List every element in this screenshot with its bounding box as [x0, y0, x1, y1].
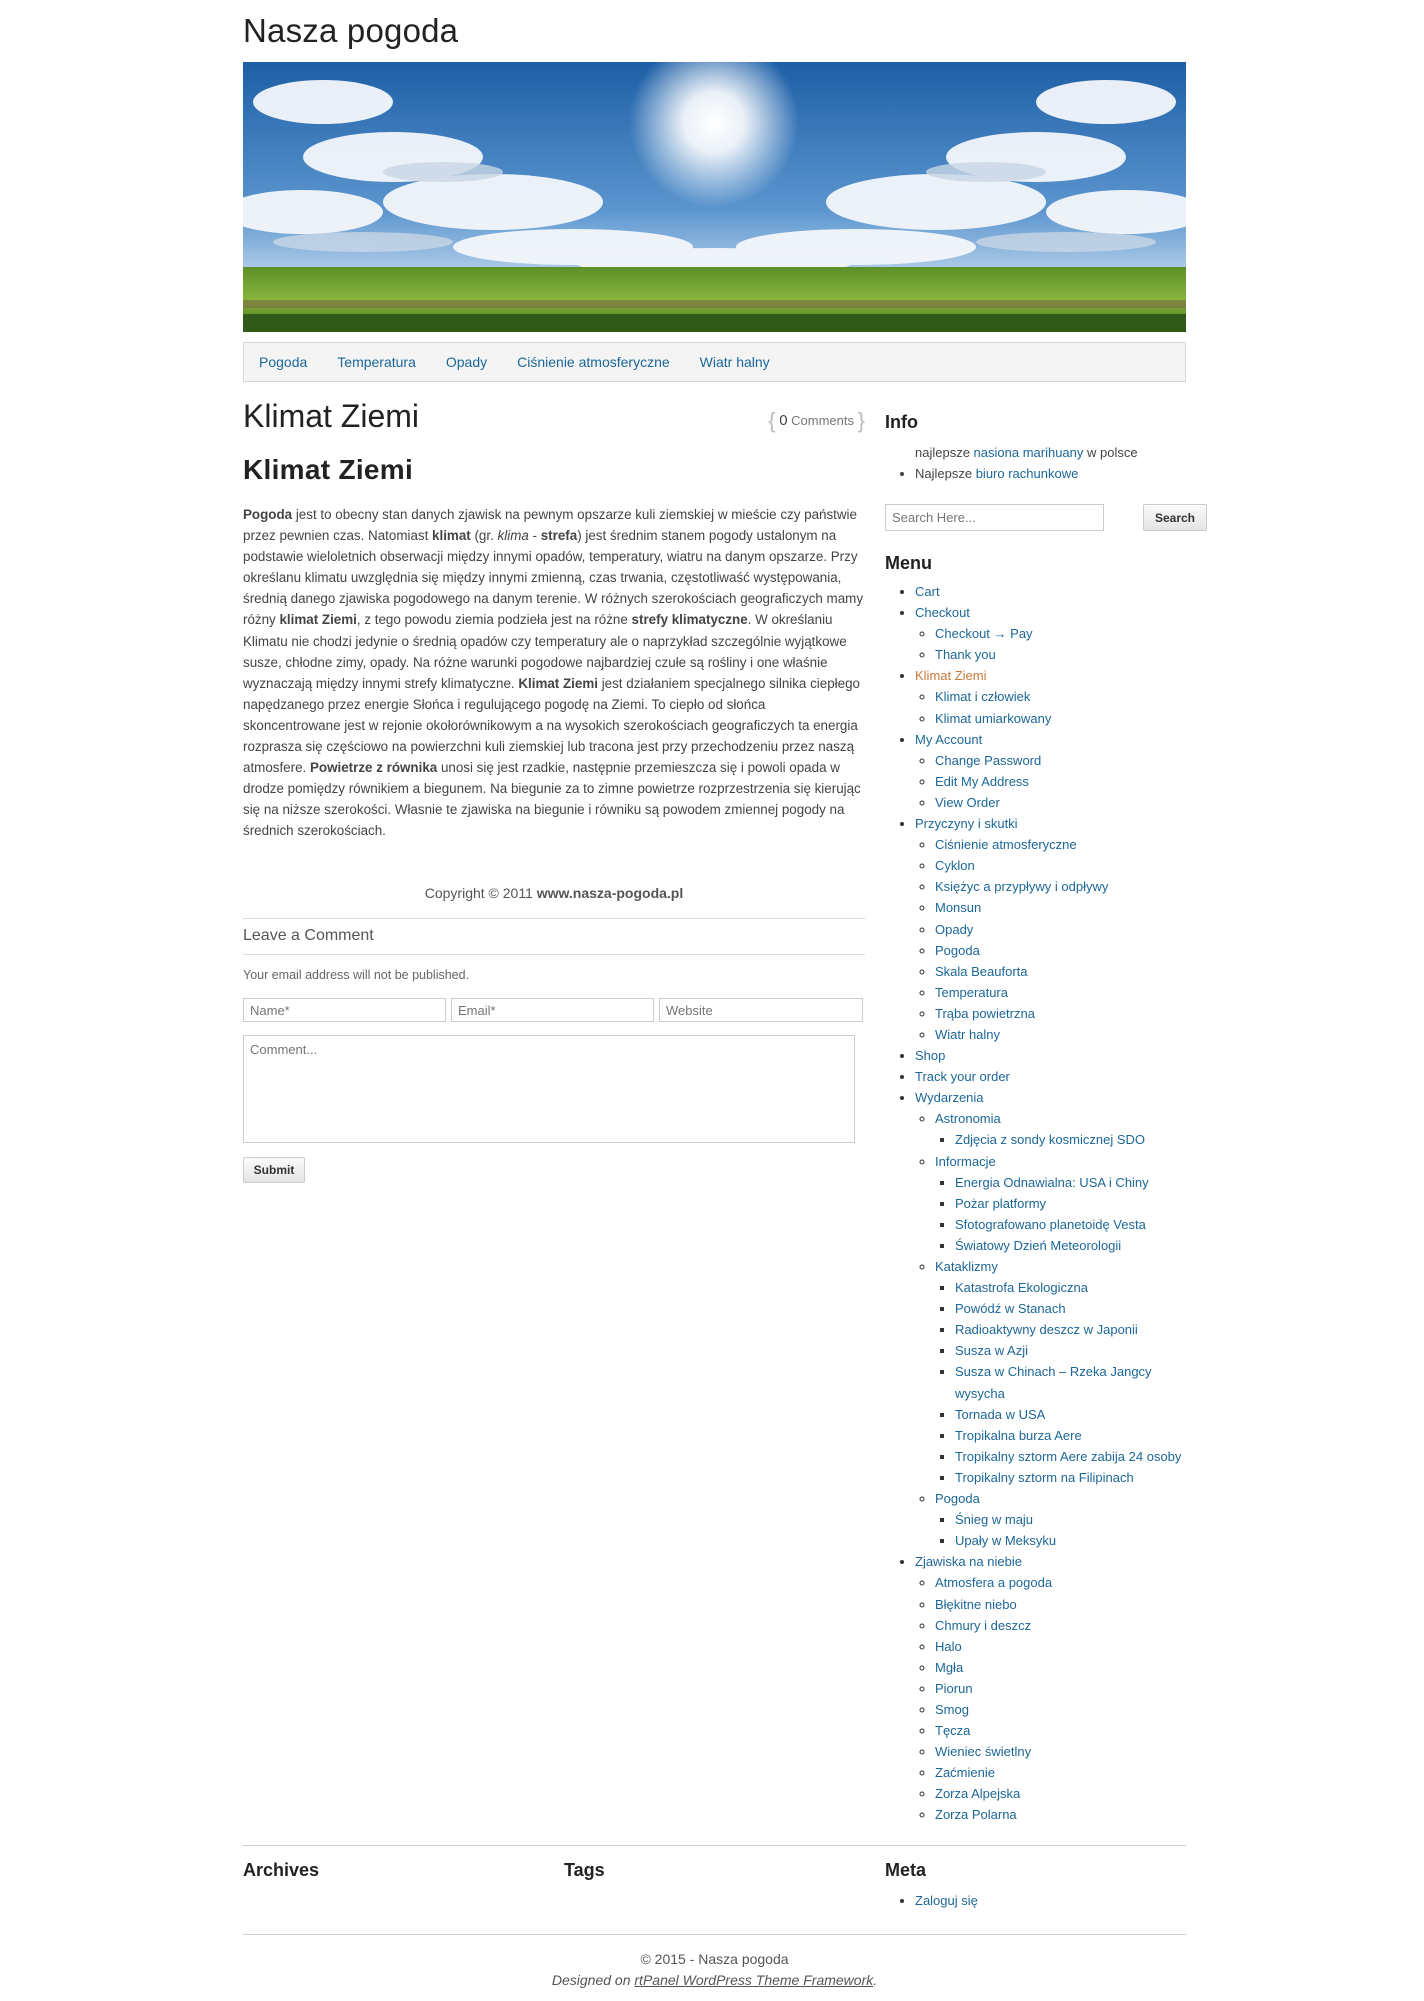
website-input[interactable] — [659, 998, 863, 1022]
menu-item — [955, 1172, 1186, 1193]
menu-link-opady[interactable]: Opady — [935, 921, 974, 937]
menu-item — [915, 602, 1186, 665]
menu-item — [935, 644, 1186, 665]
menu-item — [935, 1572, 1186, 1593]
menu-item — [955, 1530, 1186, 1551]
divider — [243, 918, 865, 919]
menu-item — [935, 1678, 1186, 1699]
post-subheading: Klimat Ziemi — [243, 454, 414, 485]
post-body — [243, 504, 865, 842]
menu-item — [955, 1298, 1186, 1319]
menu-link-powodz-w-stanach[interactable]: Powódź w Stanach — [955, 1301, 1066, 1317]
paragraph-text: - — [528, 528, 541, 544]
footer-credit — [243, 1972, 1186, 1988]
rtpanel-link[interactable]: rtPanel WordPress Theme Framework — [634, 1972, 874, 1988]
info-item-link[interactable]: biuro rachunkowe — [975, 466, 1079, 481]
site-title[interactable]: Nasza pogoda — [243, 12, 459, 49]
menu-link-mg-a[interactable]: Mgła — [935, 1659, 964, 1675]
menu-link-kataklizmy[interactable]: Kataklizmy — [935, 1259, 998, 1274]
menu-item — [915, 581, 1186, 602]
bold-term: Pogoda — [243, 507, 293, 522]
comments-label: Comments — [791, 413, 855, 428]
left-brace-icon: { — [768, 408, 776, 433]
menu-link-pozar-platformy[interactable]: Pożar platformy — [955, 1195, 1047, 1211]
menu-item — [935, 1783, 1186, 1804]
menu-item — [935, 897, 1186, 918]
menu-item — [955, 1404, 1186, 1425]
menu-list — [935, 1129, 1186, 1150]
info-item-text: najlepsze — [915, 445, 974, 460]
bold-term: Powietrze z równika — [309, 760, 438, 776]
right-brace-icon: } — [857, 408, 865, 433]
paragraph-text: (gr. — [470, 528, 498, 544]
menu-link-informacje[interactable]: Informacje — [935, 1153, 996, 1169]
nav-item-cisnienie[interactable]: Ciśnienie atmosferyczne — [517, 354, 670, 370]
menu-item — [915, 1087, 1186, 1551]
info-item-text: w polsce — [1083, 445, 1138, 460]
meta-item-login — [915, 1890, 978, 1911]
menu-item — [935, 1256, 1186, 1488]
menu-link-cart[interactable]: Cart — [915, 584, 940, 599]
menu-title: Menu — [885, 553, 932, 573]
bold-term: klimat Ziemi — [279, 612, 357, 628]
menu-list — [935, 1172, 1186, 1256]
menu-item — [935, 1108, 1186, 1150]
menu-link-monsun[interactable]: Monsun — [935, 900, 982, 916]
menu-link-katastrofa-ekologiczna[interactable]: Katastrofa Ekologiczna — [955, 1280, 1088, 1296]
paragraph-text: ) jest średnim stanem pogody ustalonym na podstawie wieloletnich obserwacji między innymi opadów, temperatury, wiatru na danym opszarze. Przy określanu klimatu uwzględnia się między innymi zmienną, czas trwania, częstotliwaść występowania, średnią danego zjawiska pogodowego na danym terenie. W różnych szerokościach geograficzych mamy różny — [243, 528, 864, 628]
email-input[interactable] — [451, 998, 654, 1022]
menu-item — [935, 1804, 1186, 1825]
menu-link-piorun[interactable]: Piorun — [935, 1680, 973, 1696]
menu-item — [935, 1594, 1186, 1615]
menu-item — [955, 1235, 1186, 1256]
menu-list — [935, 1277, 1186, 1488]
menu-item — [955, 1319, 1186, 1340]
menu-link-traba-powietrzna[interactable]: Trąba powietrzna — [935, 1005, 1035, 1021]
nav-item-temperatura[interactable]: Temperatura — [337, 354, 416, 370]
copyright-site: www.nasza-pogoda.pl — [536, 885, 684, 901]
menu-link-halo[interactable]: Halo — [935, 1638, 962, 1654]
menu-item — [935, 834, 1186, 855]
menu-item — [935, 1699, 1186, 1720]
menu-link-zacmienie[interactable]: Zaćmienie — [935, 1765, 995, 1781]
post-title[interactable]: Klimat Ziemi — [243, 398, 420, 434]
info-item-text: Najlepsze — [915, 466, 976, 481]
header-banner-image — [243, 62, 1186, 332]
copyright-text: Copyright © 2011 — [424, 885, 537, 901]
leave-comment-title: Leave a Comment — [243, 927, 374, 944]
menu-link-checkout[interactable]: Checkout — [915, 605, 970, 621]
menu-item — [935, 750, 1186, 771]
menu-link-change-password[interactable]: Change Password — [935, 752, 1042, 768]
search-button[interactable]: Search — [1143, 504, 1207, 531]
menu-item — [935, 855, 1186, 876]
meta-title: Meta — [885, 1860, 927, 1880]
info-item — [915, 442, 1138, 463]
menu-item — [935, 1003, 1186, 1024]
menu-item — [955, 1509, 1186, 1530]
menu-item — [955, 1425, 1186, 1446]
menu-link-tropikalny-sztorm-na-filipinach[interactable]: Tropikalny sztorm na Filipinach — [955, 1469, 1134, 1485]
menu-item — [935, 708, 1186, 729]
menu-item — [935, 1615, 1186, 1636]
paragraph-text: , z tego powodu ziemia podzieła jest na różne — [356, 612, 632, 628]
menu-item — [915, 1066, 1186, 1087]
menu-item — [955, 1340, 1186, 1361]
menu-item — [935, 961, 1186, 982]
menu-item — [935, 1024, 1186, 1045]
footer-divider — [243, 1845, 1186, 1846]
menu-list — [885, 581, 1186, 1826]
menu-list — [915, 834, 1186, 1045]
menu-link-track-your-order[interactable]: Track your order — [915, 1069, 1010, 1085]
menu-item — [955, 1361, 1186, 1403]
menu-link-thank-you[interactable]: Thank you — [935, 647, 996, 663]
menu-link-edit-my-address[interactable]: Edit My Address — [935, 773, 1029, 789]
menu-item — [935, 1720, 1186, 1741]
menu-list — [915, 686, 1186, 728]
paragraph-text: unosi się jest rzadkie, następnie przemieszcza się i powoli opada w drodze pomiędzy równikiem a biegunem. Na biegunie za to zimne powietrze rozprzestrzenia się kierując się na niższe szerokości. Własnie te zjawiska na biegunie i równiku są powodem zmiennej pogody na średnich szerokościach. — [243, 760, 861, 839]
divider — [243, 954, 865, 955]
menu-item — [935, 686, 1186, 707]
menu-item — [935, 982, 1186, 1003]
submit-button[interactable]: Submit — [243, 1157, 305, 1183]
menu-item — [935, 1741, 1186, 1762]
menu-link-checkout-pay[interactable]: Checkout → Pay — [935, 626, 1033, 642]
search-input[interactable] — [885, 504, 1104, 531]
menu-link-energia-odnawialna-usa-i-chiny[interactable]: Energia Odnawialna: USA i Chiny — [955, 1174, 1149, 1190]
login-link[interactable]: Zaloguj się — [915, 1893, 978, 1908]
menu-link-swiatowy-dzien-meteorologii[interactable]: Światowy Dzień Meteorologii — [955, 1237, 1122, 1253]
menu-item — [935, 940, 1186, 961]
menu-link-ksiezyc-a-przyp-ywy-i-odp-ywy[interactable]: Księżyc a przypływy i odpływy — [935, 879, 1109, 895]
menu-link-smog[interactable]: Smog — [935, 1701, 969, 1717]
footer-divider — [243, 1934, 1186, 1935]
menu-link-tornada-w-usa[interactable]: Tornada w USA — [955, 1406, 1046, 1422]
paragraph-text: jest to obecny stan danych zjawisk na pewnym opszarze kuli ziemskiej w mieście czy państwie przez pewnien czas. Natomiast — [243, 507, 857, 544]
bold-term: Klimat Ziemi — [518, 675, 598, 691]
main-navigation — [243, 342, 1186, 382]
menu-link-pogoda[interactable]: Pogoda — [935, 942, 980, 958]
italic-term: klima — [497, 528, 529, 544]
menu-link-b-ekitne-niebo[interactable]: Błękitne niebo — [935, 1596, 1017, 1612]
menu-link-przyczyny-i-skutki[interactable]: Przyczyny i skutki — [915, 816, 1018, 832]
paragraph-text: . W określaniu Klimatu nie chodzi jedynie o średnią opadów czy temperatury ale o naprzykład szczególnie wyjątkowe susze, chłodne zimy, opady. Na różne warunki pogodowe najbardziej czułe są rośliny i one właśnie wyznaczają między innymi strefy klimatyczne. — [243, 612, 847, 691]
footer-copyright: © 2015 - Nasza pogoda — [640, 1951, 789, 1967]
menu-link-upa-y-w-meksyku[interactable]: Upały w Meksyku — [955, 1533, 1057, 1549]
menu-link-snieg-w-maju[interactable]: Śnieg w maju — [955, 1512, 1034, 1528]
menu-link-view-order[interactable]: View Order — [935, 794, 1000, 810]
menu-link-skala-beauforta[interactable]: Skala Beauforta — [935, 963, 1028, 979]
menu-link-zjawiska-na-niebie[interactable]: Zjawiska na niebie — [915, 1554, 1022, 1570]
sidebar-menu — [885, 581, 1186, 1826]
menu-list — [915, 1108, 1186, 1551]
menu-item — [935, 1762, 1186, 1783]
menu-link-chmury-i-deszcz[interactable]: Chmury i deszcz — [935, 1617, 1032, 1633]
menu-link-klimat-ziemi[interactable]: Klimat Ziemi — [915, 668, 987, 684]
nav-item-pogoda[interactable]: Pogoda — [259, 354, 308, 370]
menu-item — [915, 1551, 1186, 1825]
menu-link-wieniec-swietlny[interactable]: Wieniec świetlny — [935, 1744, 1032, 1760]
info-item-link[interactable]: nasiona marihuany — [973, 445, 1084, 460]
menu-link-susza-w-azji[interactable]: Susza w Azji — [955, 1343, 1028, 1359]
menu-list — [935, 1509, 1186, 1551]
menu-link-cyklon[interactable]: Cyklon — [935, 858, 975, 874]
credit-suffix: . — [873, 1972, 878, 1988]
menu-item — [935, 876, 1186, 897]
menu-link-cisnienie-atmosferyczne[interactable]: Ciśnienie atmosferyczne — [935, 837, 1077, 853]
menu-link-tecza[interactable]: Tęcza — [935, 1723, 971, 1739]
menu-link-zorza-alpejska[interactable]: Zorza Alpejska — [935, 1786, 1021, 1802]
bold-term: strefy klimatyczne — [631, 612, 748, 628]
menu-link-my-account[interactable]: My Account — [915, 731, 983, 747]
menu-link-tropikalna-burza-aere[interactable]: Tropikalna burza Aere — [955, 1427, 1082, 1443]
menu-item — [915, 1045, 1186, 1066]
nav-item-opady[interactable]: Opady — [445, 354, 488, 370]
menu-item — [935, 1488, 1186, 1551]
menu-item — [955, 1467, 1186, 1488]
menu-item — [935, 1151, 1186, 1256]
menu-list — [915, 1572, 1186, 1825]
menu-link-sfotografowano-planetoide-vesta[interactable]: Sfotografowano planetoidę Vesta — [955, 1216, 1146, 1232]
name-input[interactable] — [243, 998, 446, 1022]
email-note: Your email address will not be published. — [243, 968, 470, 982]
menu-item — [915, 729, 1186, 813]
bold-term: klimat — [432, 528, 471, 544]
comment-count: 0 — [779, 412, 788, 429]
post-paragraph — [243, 504, 865, 842]
menu-item — [955, 1129, 1186, 1150]
info-title: Info — [885, 412, 918, 432]
comment-textarea[interactable] — [243, 1035, 855, 1143]
menu-item — [935, 792, 1186, 813]
menu-link-pogoda[interactable]: Pogoda — [935, 1491, 980, 1507]
menu-item — [915, 665, 1186, 728]
menu-item — [935, 919, 1186, 940]
menu-link-zdjecia-z-sondy-kosmicznej-sdo[interactable]: Zdjęcia z sondy kosmicznej SDO — [955, 1132, 1146, 1148]
nav-item-wiatr-halny[interactable]: Wiatr halny — [699, 354, 770, 370]
archives-title: Archives — [243, 1860, 320, 1880]
menu-link-wiatr-halny[interactable]: Wiatr halny — [935, 1026, 1001, 1042]
menu-item — [955, 1193, 1186, 1214]
menu-link-zorza-polarna[interactable]: Zorza Polarna — [935, 1807, 1017, 1823]
info-list — [885, 442, 1138, 484]
bold-term: strefa — [540, 528, 578, 544]
menu-list — [915, 750, 1186, 813]
menu-item — [935, 623, 1186, 644]
menu-link-wydarzenia[interactable]: Wydarzenia — [915, 1090, 984, 1106]
tags-title: Tags — [564, 1860, 605, 1880]
menu-item — [935, 771, 1186, 792]
menu-item — [935, 1636, 1186, 1657]
post-copyright — [243, 885, 865, 901]
menu-item — [955, 1446, 1186, 1467]
credit-prefix: Designed on — [551, 1972, 635, 1988]
paragraph-text: jest działaniem specjalnego silnika ciepłego napędzanego przez energie Słońca i regulującego pogodę na Ziemi. To ciepło od słońca skoncentrowane jest w rejonie okołorównikowym a na wysokich szerokościach geograficzych ta energia rozprasza się częściowo na powierzchni kuli ziemskiej lub tracona jest przy przechodzeniu przez naszą atmosfere. — [243, 675, 860, 776]
menu-link-atmosfera-a-pogoda[interactable]: Atmosfera a pogoda — [935, 1575, 1053, 1591]
menu-list — [915, 623, 1186, 665]
meta-list — [885, 1890, 978, 1911]
menu-link-klimat-umiarkowany[interactable]: Klimat umiarkowany — [935, 710, 1052, 726]
menu-item — [955, 1277, 1186, 1298]
menu-link-shop[interactable]: Shop — [915, 1048, 946, 1064]
menu-link-radioaktywny-deszcz-w-japonii[interactable]: Radioaktywny deszcz w Japonii — [955, 1322, 1138, 1338]
comments-count-link[interactable] — [768, 408, 865, 434]
menu-link-susza-w-chinach-rzeka-jangcy-wysycha[interactable]: Susza w Chinach – Rzeka Jangcy wysycha — [955, 1364, 1152, 1401]
menu-item — [935, 1657, 1186, 1678]
menu-link-astronomia[interactable]: Astronomia — [935, 1111, 1001, 1127]
menu-link-klimat-i-cz-owiek[interactable]: Klimat i człowiek — [935, 689, 1031, 705]
menu-link-temperatura[interactable]: Temperatura — [935, 984, 1008, 1000]
menu-item — [915, 813, 1186, 1045]
menu-link-tropikalny-sztorm-aere-zabija-24-osoby[interactable]: Tropikalny sztorm Aere zabija 24 osoby — [955, 1448, 1182, 1464]
info-item — [915, 463, 1138, 484]
menu-item — [955, 1214, 1186, 1235]
